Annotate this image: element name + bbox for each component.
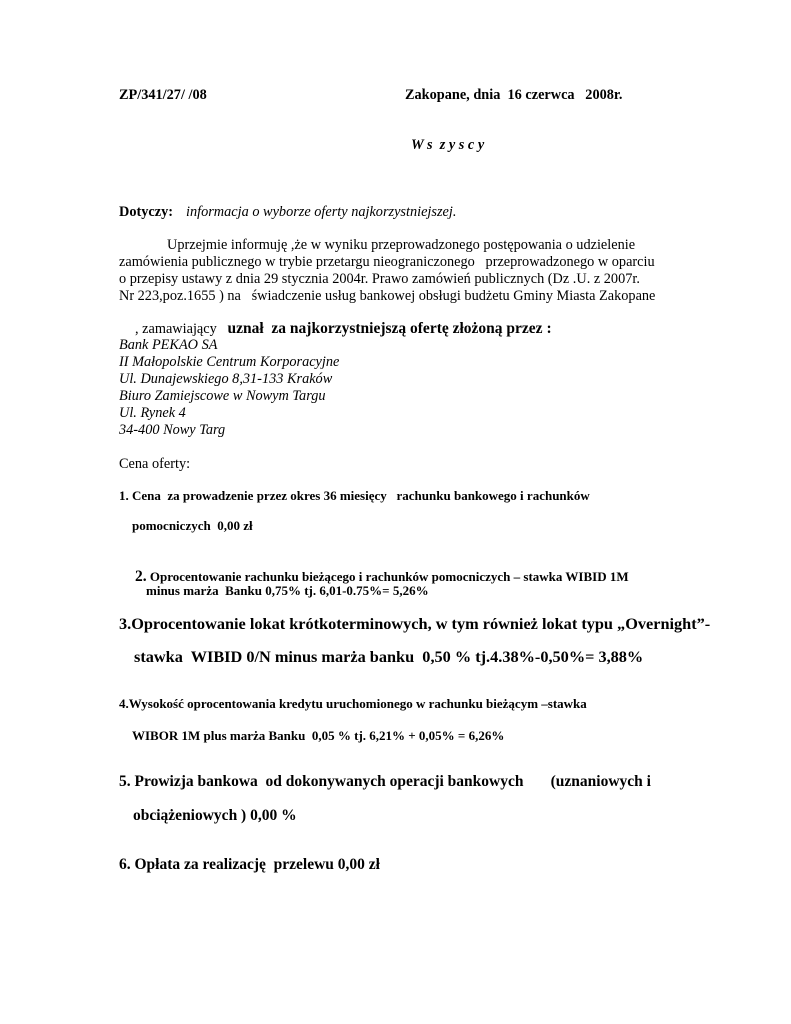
- item-2-line-2: minus marża Banku 0,75% tj. 6,01-0.75%= 5,26%: [146, 583, 429, 598]
- body-line-1: Uprzejmie informuję ,że w wyniku przeprowadzonego postępowania o udzielenie: [167, 237, 636, 253]
- item-4-line-1: 4.Wysokość oprocentowania kredytu uruchomionego w rachunku bieżącym –stawka: [119, 696, 587, 711]
- branch-street: Ul. Rynek 4: [119, 405, 186, 421]
- item-5-line-1: 5. Prowizja bankowa od dokonywanych operacji bankowych (uznaniowych i: [119, 773, 651, 790]
- branch-city: 34-400 Nowy Targ: [119, 422, 226, 438]
- body-line-4: Nr 223,poz.1655 ) na świadczenie usług bankowej obsługi budżetu Gminy Miasta Zakopane: [119, 288, 656, 304]
- item-6-line-1: 6. Opłata za realizację przelewu 0,00 zł: [119, 856, 380, 873]
- item-3-line-1: 3.Oprocentowanie lokat krótkoterminowych, w tym również lokat typu „Overnight”-: [119, 614, 711, 633]
- item-4-line-2: WIBOR 1M plus marża Banku 0,05 % tj. 6,21% + 0,05% = 6,26%: [132, 728, 505, 743]
- recipient-all: W s z y s c y: [411, 137, 485, 153]
- place-and-date: Zakopane, dnia 16 czerwca 2008r.: [405, 87, 623, 103]
- bank-street: Ul. Dunajewskiego 8,31-133 Kraków: [119, 371, 333, 387]
- item-1-line-2: pomocniczych 0,00 zł: [132, 518, 253, 533]
- item-2-number: 2.: [135, 568, 147, 585]
- bank-name: Bank PEKAO SA: [119, 337, 218, 353]
- body-line-5-prefix: , zamawiający: [135, 321, 228, 337]
- item-2-text: Oprocentowanie rachunku bieżącego i rachunków pomocniczych – stawka WIBID 1M: [146, 569, 629, 584]
- body-line-3: o przepisy ustawy z dnia 29 stycznia 2004r. Prawo zamówień publicznych (Dz .U. z 2007r.: [119, 271, 640, 287]
- item-1-line-1: 1. Cena za prowadzenie przez okres 36 miesięcy rachunku bankowego i rachunków: [119, 488, 590, 503]
- subject-text: informacja o wyborze oferty najkorzystniejszej.: [186, 204, 457, 220]
- subject-label: Dotyczy:: [119, 204, 173, 220]
- body-line-2: zamówienia publicznego w trybie przetargu nieograniczonego przeprowadzonego w oparciu: [119, 254, 655, 270]
- body-line-5-bold: uznał za najkorzystniejszą ofertę złożoną przez :: [227, 320, 552, 337]
- bank-branch: Biuro Zamiejscowe w Nowym Targu: [119, 388, 326, 404]
- price-label: Cena oferty:: [119, 456, 191, 472]
- item-3-line-2: stawka WIBID 0/N minus marża banku 0,50 % tj.4.38%-0,50%= 3,88%: [134, 647, 644, 666]
- reference-number: ZP/341/27/ /08: [119, 87, 207, 103]
- bank-division: II Małopolskie Centrum Korporacyjne: [119, 354, 340, 370]
- item-5-line-2: obciążeniowych ) 0,00 %: [133, 807, 297, 824]
